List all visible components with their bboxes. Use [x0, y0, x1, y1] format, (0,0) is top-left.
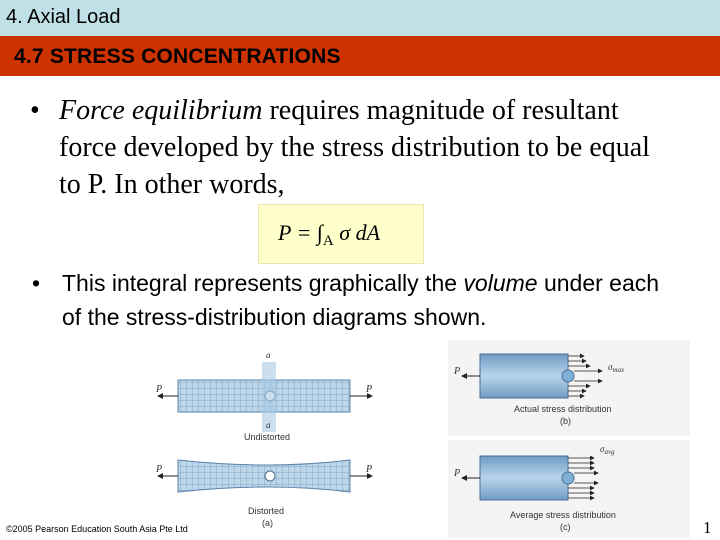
page-number: 1	[703, 518, 712, 537]
equation-lhs: P = ∫	[278, 220, 323, 245]
chapter-title: 4. Axial Load	[6, 6, 121, 28]
stress-figure	[150, 340, 690, 538]
p-label-b: P	[454, 366, 461, 377]
p-label-left-a: P	[156, 384, 163, 395]
body-text-before: This integral represents graphically the	[62, 270, 464, 296]
a-label-bottom: a	[266, 420, 271, 430]
average-distribution-label: Average stress distribution	[510, 510, 616, 520]
a-label-top: a	[266, 350, 271, 360]
distorted-label: Distorted	[248, 506, 285, 516]
undistorted-label: Undistorted	[244, 432, 291, 442]
part-a-label: (a)	[262, 518, 273, 528]
actual-distribution-label: Actual stress distribution	[514, 404, 612, 414]
body-text-after: under each of the stress-distribution diagrams shown.	[62, 270, 660, 330]
sigma-max-label: $\sigma_{max}$	[608, 362, 625, 374]
bullet-marker: •	[30, 95, 40, 126]
bullet-text	[59, 92, 659, 203]
p-label-right-a: P	[366, 384, 373, 395]
emphasis-text: volume	[463, 270, 538, 296]
equation	[278, 220, 381, 249]
copyright-notice: ©2005 Pearson Education South Asia Pte Ltd	[6, 524, 188, 534]
sigma-avg-label: $\sigma_{avg}$	[600, 444, 615, 456]
distorted-bar	[158, 460, 372, 492]
bullet-marker: •	[32, 270, 41, 296]
p-label-left-a2: P	[156, 464, 163, 475]
part-c-label: (c)	[560, 522, 571, 532]
equation-subscript: A	[322, 233, 334, 249]
p-label-right-a2: P	[366, 464, 373, 475]
section-title: 4.7 STRESS CONCENTRATIONS	[14, 45, 341, 68]
undistorted-bar	[158, 362, 372, 432]
body-text: requires magnitude of resultant force developed by the stress distribution to be equal to P. In other words,	[59, 95, 650, 200]
equation-rhs: σ dA	[333, 220, 381, 245]
p-label-c: P	[454, 468, 461, 479]
part-b-label: (b)	[560, 416, 571, 426]
emphasis-text: Force equilibrium	[59, 95, 263, 126]
bullet-text	[62, 266, 662, 334]
